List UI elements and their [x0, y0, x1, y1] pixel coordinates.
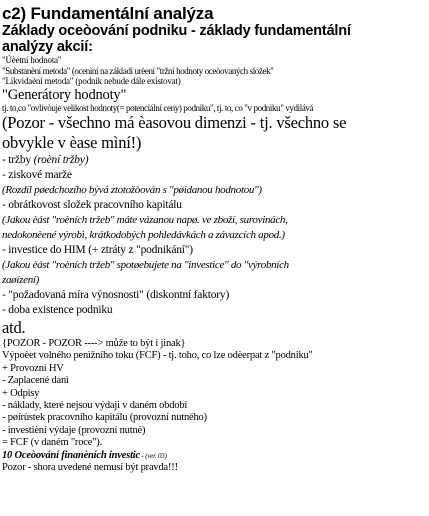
footer-section: [2, 450, 429, 462]
generators-note: tj. to,co "ovlivòuje velikost hodnoty(= potenciální ceny) podniku", tj. to, co "v podniku" vydìlává: [2, 103, 314, 113]
method-likvidacni: "Likvidaèní metoda" (podnik nebude dále existovat): [2, 76, 181, 86]
fcf-odpisy: + Odpisy: [2, 387, 40, 399]
fcf-title: Výpoèet volného penìžního toku (FCF) - tj. toho, co lze odèerpat z "podniku": [2, 350, 313, 362]
note-obratkovost-1: (Jakou èást "roèních tržeb" máte vázanou napø. ve zboží, surovinách,: [2, 214, 288, 226]
section-heading: c2) Fundamentální analýza: [2, 4, 214, 23]
bullet-doba: - doba existence podniku: [2, 304, 113, 316]
footer-italic: 10 Oceòování finanèních investic: [2, 449, 140, 461]
bullet-obratkovost: - obrátkovost složek pracovního kapitálu: [2, 199, 182, 211]
bullet-trzby-label: - tržby: [2, 154, 31, 166]
note-him-2: zaøízení): [2, 274, 40, 286]
subheading-line-1: Základy oceòování podniku - základy fundamentální: [2, 23, 351, 39]
bullet-trzby: [2, 153, 429, 168]
fcf-result: = FCF (v daném "roce").: [2, 437, 103, 449]
footer-warning: Pozor - shora uvedené nemusí být pravda!!!: [2, 462, 178, 474]
fcf-prirustek: - pøírùstek pracovního kapitálu (provozní nutného): [2, 412, 207, 424]
fcf-naklady: - náklady, které nejsou výdaji v daném období: [2, 400, 188, 412]
generators-title: "Generátory hodnoty": [2, 87, 127, 103]
caution-line-1: (Pozor - všechno má èasovou dimenzi - tj. všechno se: [2, 113, 347, 132]
note-him-1: (Jakou èást "roèních tržeb" spotøebujete na "investice" do "výrobních: [2, 259, 289, 271]
bullet-marze: - ziskové marže: [2, 169, 72, 181]
note-obratkovost-2: nedokonèené výrobì, krátkodobých pohledávkách a závazcích apod.): [2, 229, 285, 241]
bullet-mira: - "požadovaná míra výnosnosti" (diskontní faktory): [2, 289, 230, 301]
bullet-him: - investice do HIM (+ ztráty z "podnikání"): [2, 244, 193, 256]
subheading-line-2: analýzy akcií:: [2, 39, 93, 55]
fcf-dane: - Zaplacené danì: [2, 375, 69, 387]
fcf-provozni-hv: + Provozní HV: [2, 362, 64, 374]
note-marze: (Rozdíl pøedchozího bývá ztotožòován s "pøidanou hodnotou"): [2, 184, 262, 196]
bullet-trzby-note: (roèní tržby): [30, 154, 89, 166]
atd-text: atd.: [2, 318, 26, 337]
caution-line-2: obvykle v èase mìní!): [2, 133, 142, 152]
footer-version: - (ver. 03): [139, 451, 167, 460]
pozor-note: {POZOR - POZOR ----> může to být i jinak}: [2, 338, 186, 349]
method-substancni: "Substanèní metoda" (ocenìní na základì urèení "tržní hodnoty oceòovaných složek": [2, 66, 274, 76]
method-ucetni: "Úèetní hodnota": [2, 55, 62, 65]
fcf-investicni: - investièní výdaje (provozní nutné): [2, 424, 146, 436]
